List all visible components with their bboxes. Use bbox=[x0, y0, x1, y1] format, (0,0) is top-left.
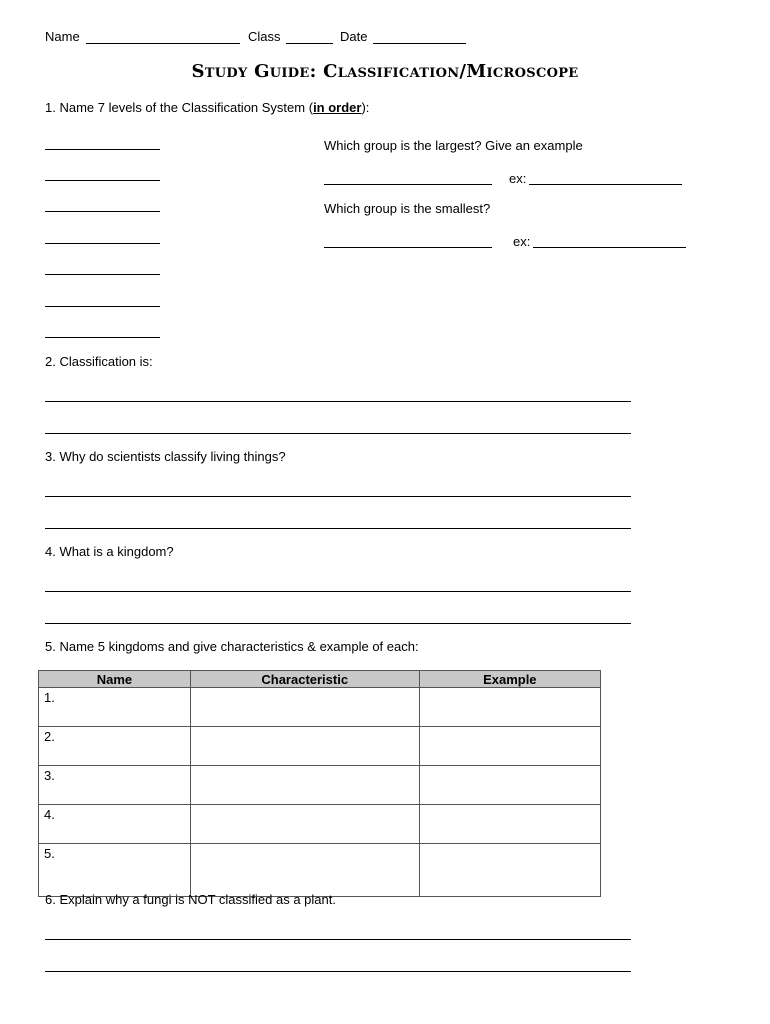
name-field[interactable] bbox=[86, 42, 240, 44]
question-4: 4. What is a kingdom? bbox=[45, 544, 174, 559]
characteristic-cell[interactable] bbox=[190, 766, 419, 805]
level-3-field[interactable] bbox=[45, 210, 160, 212]
kingdoms-table bbox=[38, 670, 601, 897]
characteristic-cell[interactable] bbox=[190, 688, 419, 727]
answer-line[interactable] bbox=[45, 527, 631, 529]
date-label: Date bbox=[340, 29, 368, 44]
class-field[interactable] bbox=[286, 42, 333, 44]
table-row bbox=[39, 688, 601, 727]
answer-line[interactable] bbox=[45, 622, 631, 624]
name-label: Name bbox=[45, 29, 80, 44]
row-number-cell[interactable]: 3. bbox=[39, 766, 191, 805]
characteristic-cell[interactable] bbox=[190, 805, 419, 844]
row-number-cell[interactable]: 4. bbox=[39, 805, 191, 844]
answer-line[interactable] bbox=[45, 590, 631, 592]
answer-line[interactable] bbox=[45, 495, 631, 497]
largest-question: Which group is the largest? Give an example bbox=[324, 138, 583, 153]
smallest-question: Which group is the smallest? bbox=[324, 201, 491, 216]
answer-line[interactable] bbox=[45, 432, 631, 434]
largest-example-field[interactable] bbox=[529, 183, 682, 185]
level-6-field[interactable] bbox=[45, 305, 160, 307]
level-5-field[interactable] bbox=[45, 273, 160, 275]
table-row bbox=[39, 844, 601, 897]
level-4-field[interactable] bbox=[45, 242, 160, 244]
question-5: 5. Name 5 kingdoms and give characteristics & example of each: bbox=[45, 639, 419, 654]
characteristic-cell[interactable] bbox=[190, 844, 419, 897]
smallest-example-field[interactable] bbox=[533, 246, 686, 248]
level-7-field[interactable] bbox=[45, 336, 160, 338]
largest-group-field[interactable] bbox=[324, 183, 492, 185]
example-cell[interactable] bbox=[419, 805, 600, 844]
question-2: 2. Classification is: bbox=[45, 354, 153, 369]
question-6: 6. Explain why a fungi is NOT classified as a plant. bbox=[45, 892, 336, 907]
example-cell[interactable] bbox=[419, 688, 600, 727]
level-1-field[interactable] bbox=[45, 148, 160, 150]
example-cell[interactable] bbox=[419, 766, 600, 805]
example-cell[interactable] bbox=[419, 727, 600, 766]
row-number-cell[interactable]: 1. bbox=[39, 688, 191, 727]
example-cell[interactable] bbox=[419, 844, 600, 897]
date-field[interactable] bbox=[373, 42, 466, 44]
table-header-row bbox=[39, 671, 601, 688]
column-header-characteristic: Characteristic bbox=[190, 671, 419, 688]
level-2-field[interactable] bbox=[45, 179, 160, 181]
question-1-suffix: ): bbox=[361, 100, 370, 115]
answer-line[interactable] bbox=[45, 400, 631, 402]
smallest-group-field[interactable] bbox=[324, 246, 492, 248]
question-1 bbox=[45, 100, 369, 115]
table-row bbox=[39, 766, 601, 805]
row-number-cell[interactable]: 5. bbox=[39, 844, 191, 897]
table-row bbox=[39, 727, 601, 766]
column-header-name: Name bbox=[39, 671, 191, 688]
table-row bbox=[39, 805, 601, 844]
largest-ex-label: ex: bbox=[509, 171, 527, 186]
smallest-ex-label: ex: bbox=[513, 234, 531, 249]
question-1-prefix: 1. Name 7 levels of the Classification System ( bbox=[45, 100, 314, 115]
class-label: Class bbox=[248, 29, 281, 44]
question-3: 3. Why do scientists classify living things? bbox=[45, 449, 286, 464]
answer-line[interactable] bbox=[45, 970, 631, 972]
column-header-example: Example bbox=[419, 671, 600, 688]
characteristic-cell[interactable] bbox=[190, 727, 419, 766]
answer-line[interactable] bbox=[45, 938, 631, 940]
question-1-emphasis: in order bbox=[313, 100, 362, 115]
page-title: Study Guide: Classification/Microscope bbox=[191, 61, 579, 82]
row-number-cell[interactable]: 2. bbox=[39, 727, 191, 766]
